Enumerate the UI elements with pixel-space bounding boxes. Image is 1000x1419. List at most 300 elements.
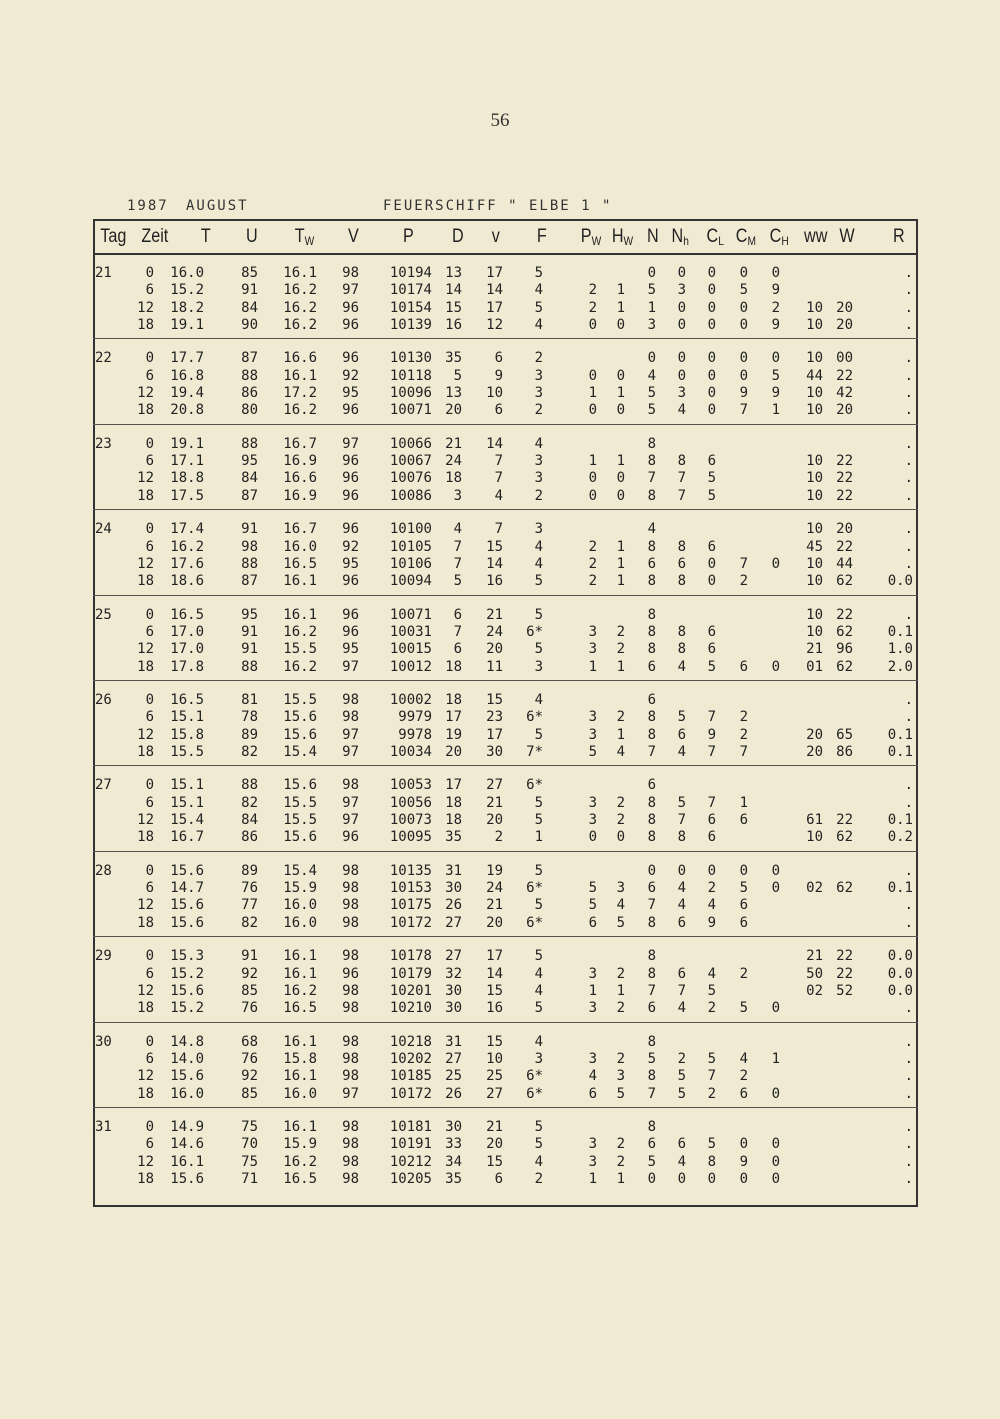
cell-t: 20.8: [170, 402, 204, 419]
cell-pw: 0: [588, 829, 597, 846]
cell-r: .: [904, 897, 913, 914]
cell-t: 19.4: [170, 385, 204, 401]
day-label: 29: [95, 948, 112, 965]
header-month: AUGUST: [186, 198, 249, 214]
cell-u: 88: [241, 555, 258, 572]
cell-p: 10153: [389, 880, 432, 897]
cell-d: 20: [445, 402, 462, 419]
cell-cm: 5: [739, 880, 748, 897]
cell-tw: 15.6: [283, 777, 317, 794]
cell-tw: 16.1: [283, 1033, 317, 1050]
cell-d: 17: [445, 777, 462, 794]
cell-v: 7: [494, 521, 503, 538]
cell-hw: 0: [616, 367, 625, 384]
cell-v: 97: [342, 658, 359, 675]
cell-d: 24: [445, 453, 462, 470]
cell-w: 20: [836, 521, 853, 538]
cell-ww: 10: [806, 573, 823, 590]
cell-p: 10202: [389, 1050, 432, 1067]
cell-p: 10071: [389, 402, 432, 419]
cell-cm: 2: [739, 965, 748, 982]
cell-ww: 02: [806, 982, 823, 999]
cell-d: 35: [445, 350, 462, 367]
cell-hw: 2: [616, 965, 625, 982]
table-frame: [93, 219, 918, 1207]
cell-cm: 6: [739, 1085, 748, 1102]
cell-pw: 6: [588, 1085, 597, 1102]
cell-pw: 3: [588, 1153, 597, 1170]
cell-w: 65: [836, 726, 853, 743]
cell-cl: 6: [707, 453, 716, 470]
cell-hw: 2: [616, 1136, 625, 1153]
cell-cm: 7: [739, 743, 748, 760]
cell-zeit: 12: [137, 982, 154, 999]
cell-n: 8: [647, 453, 656, 470]
cell-d: 16: [445, 316, 462, 333]
cell-tw: 16.2: [283, 402, 317, 419]
cell-zeit: 18: [137, 573, 154, 590]
cell-tw: 16.1: [283, 948, 317, 965]
cell-d: 3: [453, 487, 462, 504]
cell-r: 0.1: [887, 623, 913, 640]
cell-r: .: [904, 1085, 913, 1102]
cell-n: 6: [647, 658, 656, 675]
cell-v: 15: [486, 1033, 503, 1050]
cell-v: 96: [342, 521, 359, 538]
cell-cl: 2: [707, 880, 716, 897]
column-header-label: T: [294, 226, 305, 247]
column-header-subscript: W: [304, 234, 315, 248]
column-header-Pw: [581, 226, 601, 248]
cell-u: 76: [241, 1050, 258, 1067]
cell-ch: 2: [771, 299, 780, 316]
cell-tw: 15.5: [283, 812, 317, 828]
cell-nh: 3: [677, 385, 686, 401]
cell-t: 16.1: [170, 1153, 204, 1170]
column-header-F: [537, 226, 547, 248]
cell-f: 2: [534, 1170, 543, 1187]
cell-pw: 2: [588, 299, 597, 316]
cell-n: 8: [647, 914, 656, 931]
cell-pw: 0: [588, 470, 597, 487]
cell-u: 92: [241, 1068, 258, 1085]
cell-r: .: [904, 692, 913, 708]
day-separator: [93, 851, 918, 852]
cell-d: 30: [445, 1119, 462, 1135]
day-label: 24: [95, 521, 112, 538]
cell-nh: 5: [677, 1068, 686, 1085]
cell-pw: 5: [588, 897, 597, 914]
cell-u: 88: [241, 435, 258, 452]
cell-cm: 9: [739, 1153, 748, 1170]
cell-w: 22: [836, 812, 853, 828]
cell-zeit: 12: [137, 555, 154, 572]
cell-v: 20: [486, 1136, 503, 1153]
cell-hw: 1: [616, 573, 625, 590]
cell-pw: 2: [588, 538, 597, 555]
cell-f: 4: [534, 1033, 543, 1050]
cell-tw: 16.2: [283, 282, 317, 299]
column-header-zeit: [141, 226, 168, 248]
cell-v: 4: [494, 487, 503, 504]
cell-zeit: 0: [145, 862, 154, 879]
cell-d: 19: [445, 726, 462, 743]
cell-t: 15.8: [170, 726, 204, 743]
cell-p: 10154: [389, 299, 432, 316]
cell-r: .: [904, 914, 913, 931]
day-label: 22: [95, 350, 112, 367]
cell-w: 22: [836, 948, 853, 965]
column-header-label: H: [611, 226, 624, 247]
cell-ch: 0: [771, 1000, 780, 1017]
cell-ch: 0: [771, 1085, 780, 1102]
cell-n: 7: [647, 897, 656, 914]
cell-nh: 8: [677, 453, 686, 470]
cell-n: 8: [647, 435, 656, 452]
cell-f: 2: [534, 487, 543, 504]
cell-v: 98: [342, 1033, 359, 1050]
cell-p: 10056: [389, 794, 432, 811]
cell-u: 82: [241, 743, 258, 760]
cell-r: .: [904, 316, 913, 333]
cell-v: 97: [342, 282, 359, 299]
cell-t: 16.5: [170, 692, 204, 708]
column-header-label: P: [402, 226, 414, 247]
cell-v: 7: [494, 453, 503, 470]
cell-hw: 0: [616, 470, 625, 487]
cell-v: 97: [342, 743, 359, 760]
cell-v: 98: [342, 709, 359, 726]
cell-v: 2: [494, 829, 503, 846]
cell-r: .: [904, 555, 913, 572]
cell-w: 20: [836, 402, 853, 419]
column-header-CL: [707, 226, 724, 248]
cell-cl: 0: [707, 299, 716, 316]
cell-u: 80: [241, 402, 258, 419]
cell-cl: 0: [707, 862, 716, 879]
cell-zeit: 18: [137, 1085, 154, 1102]
cell-f: 3: [534, 1050, 543, 1067]
cell-v: 96: [342, 453, 359, 470]
cell-zeit: 0: [145, 521, 154, 538]
cell-w: 62: [836, 573, 853, 590]
cell-zeit: 0: [145, 265, 154, 281]
cell-v: 24: [486, 880, 503, 897]
day-label: 26: [95, 692, 112, 708]
cell-t: 15.4: [170, 812, 204, 828]
cell-d: 32: [445, 965, 462, 982]
cell-cm: 2: [739, 1068, 748, 1085]
cell-ww: 45: [806, 538, 823, 555]
cell-n: 5: [647, 282, 656, 299]
cell-v: 19: [486, 862, 503, 879]
cell-tw: 16.1: [283, 606, 317, 623]
column-header-N: [647, 226, 659, 248]
cell-tw: 15.9: [283, 880, 317, 897]
cell-tw: 16.1: [283, 1119, 317, 1135]
cell-f: 2: [534, 350, 543, 367]
cell-v: 30: [486, 743, 503, 760]
cell-tw: 15.9: [283, 1136, 317, 1153]
cell-p: 10194: [389, 265, 432, 281]
cell-f: 3: [534, 470, 543, 487]
cell-cm: 0: [739, 1170, 748, 1187]
cell-ch: 0: [771, 555, 780, 572]
cell-n: 6: [647, 777, 656, 794]
day-separator: [93, 424, 918, 425]
cell-v: 98: [342, 1170, 359, 1187]
cell-v: 98: [342, 1068, 359, 1085]
cell-n: 8: [647, 641, 656, 658]
cell-cm: 9: [739, 385, 748, 401]
cell-f: 6*: [526, 709, 543, 726]
cell-f: 1: [534, 829, 543, 846]
cell-cl: 0: [707, 573, 716, 590]
cell-u: 84: [241, 812, 258, 828]
cell-f: 3: [534, 521, 543, 538]
cell-cm: 7: [739, 402, 748, 419]
cell-nh: 6: [677, 965, 686, 982]
cell-r: .: [904, 487, 913, 504]
cell-t: 18.6: [170, 573, 204, 590]
cell-d: 18: [445, 794, 462, 811]
day-label: 31: [95, 1119, 112, 1135]
cell-cl: 7: [707, 709, 716, 726]
cell-ch: 0: [771, 1170, 780, 1187]
cell-u: 81: [241, 692, 258, 708]
cell-w: 22: [836, 965, 853, 982]
column-header-label: V: [347, 226, 359, 247]
cell-f: 5: [534, 948, 543, 965]
cell-pw: 3: [588, 1000, 597, 1017]
cell-cl: 6: [707, 623, 716, 640]
cell-v: 12: [486, 316, 503, 333]
cell-hw: 1: [616, 453, 625, 470]
cell-d: 27: [445, 948, 462, 965]
cell-cm: 6: [739, 812, 748, 828]
cell-v: 96: [342, 623, 359, 640]
cell-t: 14.0: [170, 1050, 204, 1067]
column-header-CM: [736, 226, 756, 248]
cell-t: 15.6: [170, 982, 204, 999]
cell-n: 8: [647, 812, 656, 828]
cell-t: 15.5: [170, 743, 204, 760]
cell-r: 0.1: [887, 812, 913, 828]
cell-zeit: 18: [137, 658, 154, 675]
cell-cm: 0: [739, 265, 748, 281]
cell-v: 23: [486, 709, 503, 726]
cell-nh: 0: [677, 265, 686, 281]
cell-pw: 2: [588, 282, 597, 299]
cell-p: 10118: [389, 367, 432, 384]
cell-w: 22: [836, 453, 853, 470]
cell-tw: 15.5: [283, 692, 317, 708]
cell-u: 95: [241, 606, 258, 623]
cell-w: 20: [836, 316, 853, 333]
cell-n: 8: [647, 709, 656, 726]
day-separator: [93, 595, 918, 596]
cell-cl: 5: [707, 982, 716, 999]
cell-p: 10076: [389, 470, 432, 487]
cell-cl: 5: [707, 487, 716, 504]
cell-zeit: 6: [145, 538, 154, 555]
cell-v: 96: [342, 829, 359, 846]
cell-ww: 10: [806, 402, 823, 419]
cell-nh: 2: [677, 1050, 686, 1067]
cell-f: 5: [534, 897, 543, 914]
cell-ww: 02: [806, 880, 823, 897]
cell-n: 1: [647, 299, 656, 316]
column-header-Tw: [295, 226, 314, 248]
cell-f: 4: [534, 1153, 543, 1170]
cell-cm: 1: [739, 794, 748, 811]
cell-v: 14: [486, 435, 503, 452]
cell-cl: 0: [707, 1170, 716, 1187]
cell-v: 21: [486, 897, 503, 914]
cell-d: 7: [453, 555, 462, 572]
cell-v: 98: [342, 880, 359, 897]
cell-tw: 16.5: [283, 555, 317, 572]
cell-tw: 16.0: [283, 1085, 317, 1102]
header-title: FEUERSCHIFF " ELBE 1 ": [383, 198, 613, 214]
cell-hw: 2: [616, 1153, 625, 1170]
cell-v: 14: [486, 555, 503, 572]
cell-f: 3: [534, 385, 543, 401]
cell-t: 14.7: [170, 880, 204, 897]
cell-v: 98: [342, 777, 359, 794]
cell-t: 15.2: [170, 282, 204, 299]
cell-d: 5: [453, 367, 462, 384]
cell-hw: 2: [616, 623, 625, 640]
cell-pw: 3: [588, 794, 597, 811]
cell-pw: 1: [588, 982, 597, 999]
cell-u: 71: [241, 1170, 258, 1187]
cell-pw: 1: [588, 658, 597, 675]
day-separator: [93, 338, 918, 339]
cell-f: 4: [534, 435, 543, 452]
cell-d: 18: [445, 692, 462, 708]
cell-tw: 15.4: [283, 862, 317, 879]
cell-hw: 1: [616, 282, 625, 299]
cell-zeit: 18: [137, 1000, 154, 1017]
cell-v: 27: [486, 777, 503, 794]
cell-t: 16.7: [170, 829, 204, 846]
column-header-label: P: [580, 226, 592, 247]
cell-cl: 0: [707, 350, 716, 367]
cell-v: 95: [342, 555, 359, 572]
column-header-label: Tag: [100, 226, 127, 247]
cell-nh: 3: [677, 282, 686, 299]
cell-v: 95: [342, 385, 359, 401]
cell-tw: 16.1: [283, 573, 317, 590]
cell-u: 75: [241, 1153, 258, 1170]
cell-ch: 9: [771, 316, 780, 333]
cell-pw: 0: [588, 367, 597, 384]
cell-t: 14.8: [170, 1033, 204, 1050]
cell-ww: 10: [806, 350, 823, 367]
cell-ww: 21: [806, 948, 823, 965]
cell-cm: 2: [739, 573, 748, 590]
cell-zeit: 12: [137, 897, 154, 914]
cell-cl: 0: [707, 265, 716, 281]
day-label: 25: [95, 606, 112, 623]
column-header-subscript: h: [683, 234, 689, 248]
cell-n: 7: [647, 470, 656, 487]
cell-v: 16: [486, 573, 503, 590]
column-header-T: [201, 226, 211, 248]
cell-nh: 0: [677, 1170, 686, 1187]
cell-cm: 6: [739, 897, 748, 914]
cell-d: 35: [445, 1170, 462, 1187]
cell-v: 17: [486, 948, 503, 965]
cell-d: 30: [445, 982, 462, 999]
cell-pw: 3: [588, 641, 597, 658]
cell-pw: 4: [588, 1068, 597, 1085]
cell-zeit: 12: [137, 470, 154, 487]
cell-t: 15.2: [170, 965, 204, 982]
cell-u: 86: [241, 829, 258, 846]
cell-v: 97: [342, 812, 359, 828]
cell-d: 30: [445, 880, 462, 897]
cell-nh: 7: [677, 470, 686, 487]
day-separator: [93, 765, 918, 766]
cell-ww: 10: [806, 453, 823, 470]
cell-ch: 9: [771, 385, 780, 401]
cell-hw: 2: [616, 794, 625, 811]
cell-zeit: 12: [137, 1153, 154, 1170]
cell-pw: 3: [588, 812, 597, 828]
day-label: 21: [95, 265, 112, 281]
cell-cl: 0: [707, 316, 716, 333]
cell-hw: 1: [616, 658, 625, 675]
cell-r: .: [904, 299, 913, 316]
cell-r: .: [904, 606, 913, 623]
column-header-U: [246, 226, 258, 248]
cell-tw: 16.9: [283, 487, 317, 504]
cell-p: 10002: [389, 692, 432, 708]
cell-tw: 15.6: [283, 709, 317, 726]
cell-v: 98: [342, 862, 359, 879]
cell-u: 95: [241, 453, 258, 470]
cell-v: 17: [486, 299, 503, 316]
cell-u: 98: [241, 538, 258, 555]
column-header-label: U: [246, 226, 258, 247]
cell-v: 21: [486, 794, 503, 811]
cell-pw: 2: [588, 555, 597, 572]
cell-hw: 4: [616, 897, 625, 914]
cell-r: 0.2: [887, 829, 913, 846]
cell-v: 96: [342, 350, 359, 367]
cell-r: .: [904, 385, 913, 401]
cell-cm: 6: [739, 658, 748, 675]
cell-hw: 1: [616, 385, 625, 401]
cell-v: 25: [486, 1068, 503, 1085]
cell-cm: 2: [739, 709, 748, 726]
cell-ch: 0: [771, 1153, 780, 1170]
cell-v: 98: [342, 1050, 359, 1067]
cell-r: .: [904, 1050, 913, 1067]
cell-f: 5: [534, 265, 543, 281]
cell-pw: 3: [588, 1136, 597, 1153]
cell-cl: 5: [707, 658, 716, 675]
cell-cl: 7: [707, 794, 716, 811]
column-header-label: D: [452, 226, 464, 247]
cell-ww: 01: [806, 658, 823, 675]
cell-t: 15.1: [170, 709, 204, 726]
cell-f: 3: [534, 453, 543, 470]
cell-nh: 6: [677, 1136, 686, 1153]
cell-ww: 20: [806, 743, 823, 760]
